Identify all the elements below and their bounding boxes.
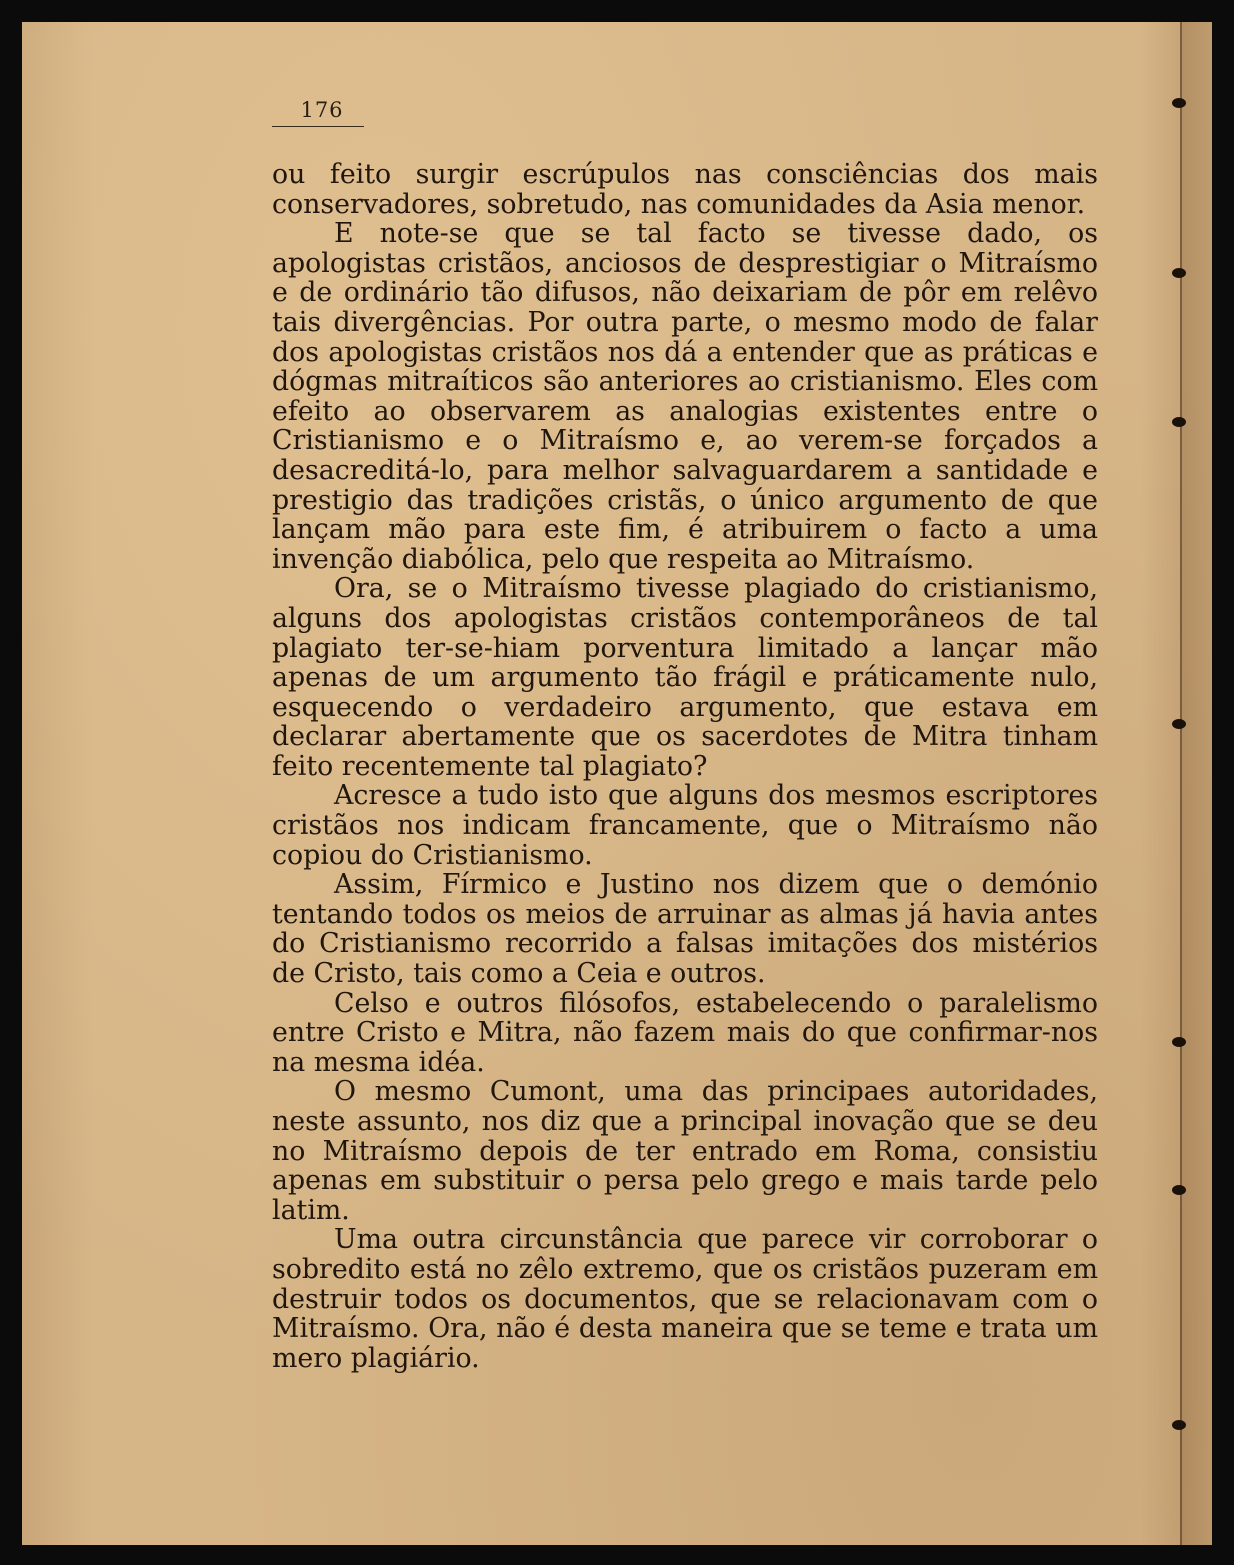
- binding-hole: [1172, 98, 1186, 108]
- binding-hole: [1172, 1185, 1186, 1195]
- binding-hole: [1172, 417, 1186, 427]
- binding-hole: [1172, 1037, 1186, 1047]
- binding-hole: [1172, 719, 1186, 729]
- page-binding: [1180, 22, 1212, 1545]
- paragraph: Assim, Fírmico e Justino nos dizem que o demónio tentando todos os meios de arruinar as almas já havia antes do Cristianismo recorrido a falsas imitações dos mistérios de Cristo, tais como a Ceia e outros.: [272, 869, 1098, 990]
- binding-hole: [1172, 268, 1186, 278]
- paragraph: Uma outra circunstância que parece vir corroborar o sobredito está no zêlo extremo, que os cristãos puzeram em destruir todos os documentos, que se relacionavam com o Mitraísmo. Ora, não é desta maneira que se teme e trata um mero plagiário.: [272, 1224, 1098, 1374]
- body-text: [272, 160, 1098, 1373]
- paragraph: Celso e outros filósofos, estabelecendo o paralelismo entre Cristo e Mitra, não fazem mais do que confirmar-nos na mesma idéa.: [272, 987, 1098, 1078]
- paragraph: E note-se que se tal facto se tivesse dado, os apologistas cristãos, anciosos de desprestigiar o Mitraísmo e de ordinário tão difusos, não deixariam de pôr em relêvo tais divergências. Por outra parte, o mesmo modo de falar dos apologistas cristãos nos dá a entender que as práticas e dógmas mitraíticos são anteriores ao cristianismo. Eles com efeito ao observarem as analogias existentes entre o Cristianismo e o Mitraísmo e, ao verem-se forçados a desacreditá-lo, para melhor salvaguardarem a santidade e prestigio das tradições cristãs, o único argumento de que lançam mão para este fim, é atribuirem o facto a uma invenção diabólica, pelo que respeita ao Mitraísmo.: [272, 218, 1098, 575]
- binding-hole: [1172, 1420, 1186, 1430]
- paragraph: Ora, se o Mitraísmo tivesse plagiado do cristianismo, alguns dos apologistas cristãos contemporâneos de tal plagiato ter-se-hiam porventura limitado a lançar mão apenas de um argumento tão frágil e práticamente nulo, esquecendo o verdadeiro argumento, que estava em declarar abertamente que os sacerdotes de Mitra tinham feito recentemente tal plagiato?: [272, 573, 1098, 782]
- paragraph: O mesmo Cumont, uma das principaes autoridades, neste assunto, nos diz que a principal inovação que se deu no Mitraísmo depois de ter entrado em Roma, consistiu apenas em substituir o persa pelo grego e mais tarde pelo latim.: [272, 1076, 1098, 1226]
- page-number: 176: [300, 98, 344, 122]
- page-number-rule: [272, 126, 364, 127]
- paragraph: Acresce a tudo isto que alguns dos mesmos escriptores cristãos nos indicam francamente, que o Mitraísmo não copiou do Cristianismo.: [272, 780, 1098, 871]
- book-page: [22, 22, 1212, 1545]
- paragraph: ou feito surgir escrúpulos nas consciências dos mais conservadores, sobretudo, nas comunidades da Asia menor.: [272, 159, 1098, 220]
